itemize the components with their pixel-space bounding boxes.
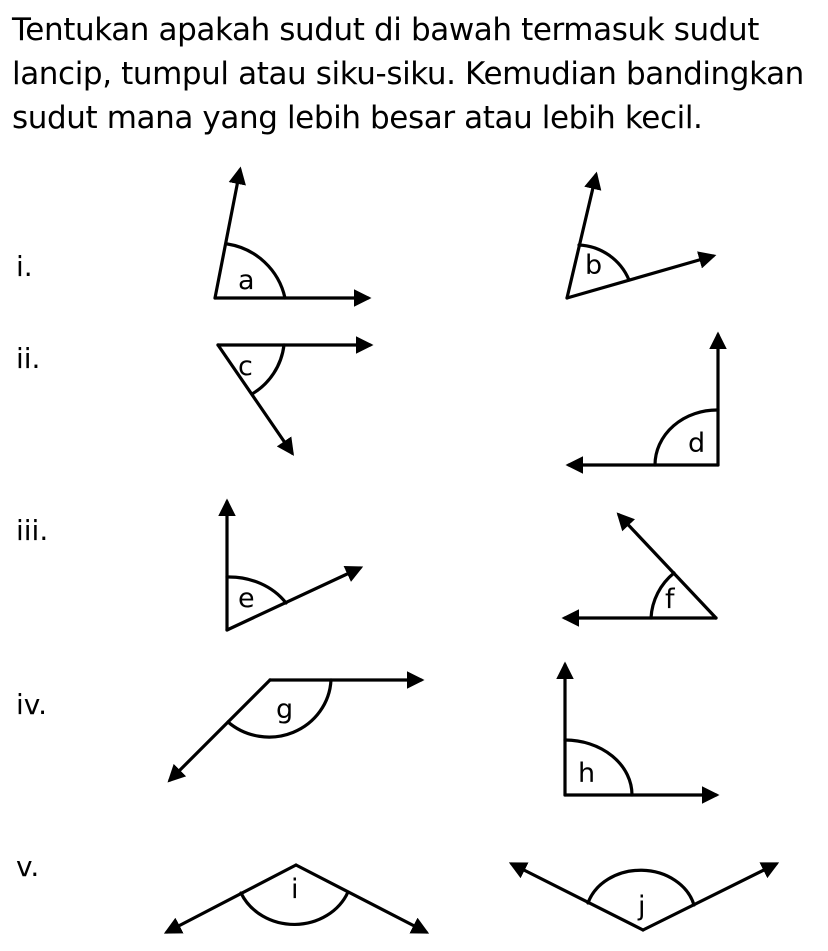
row-label-iv: iv. [16,688,48,721]
angle-label-e: e [238,583,255,614]
angle-label-b: b [585,250,603,281]
angle-g-diagram [170,680,421,780]
row-label-i: i. [16,250,33,283]
angle-label-i: i [291,874,299,905]
angle-label-c: c [238,351,253,382]
angle-label-g: g [276,694,294,725]
row-label-v: v. [16,850,40,883]
angle-f-diagram [565,515,716,618]
angle-label-j: j [638,891,646,922]
angle-label-a: a [238,265,255,296]
angle-label-f: f [665,584,675,615]
row-label-ii: ii. [16,342,41,375]
angle-label-h: h [578,758,596,789]
question-text: Tentukan apakah sudut di bawah termasuk sudut lancip, tumpul atau siku-siku. Kemudian bandingkan sudut mana yang lebih besar atau lebih kecil. [12,12,804,136]
angle-label-d: d [688,428,706,459]
row-label-iii: iii. [16,514,49,547]
